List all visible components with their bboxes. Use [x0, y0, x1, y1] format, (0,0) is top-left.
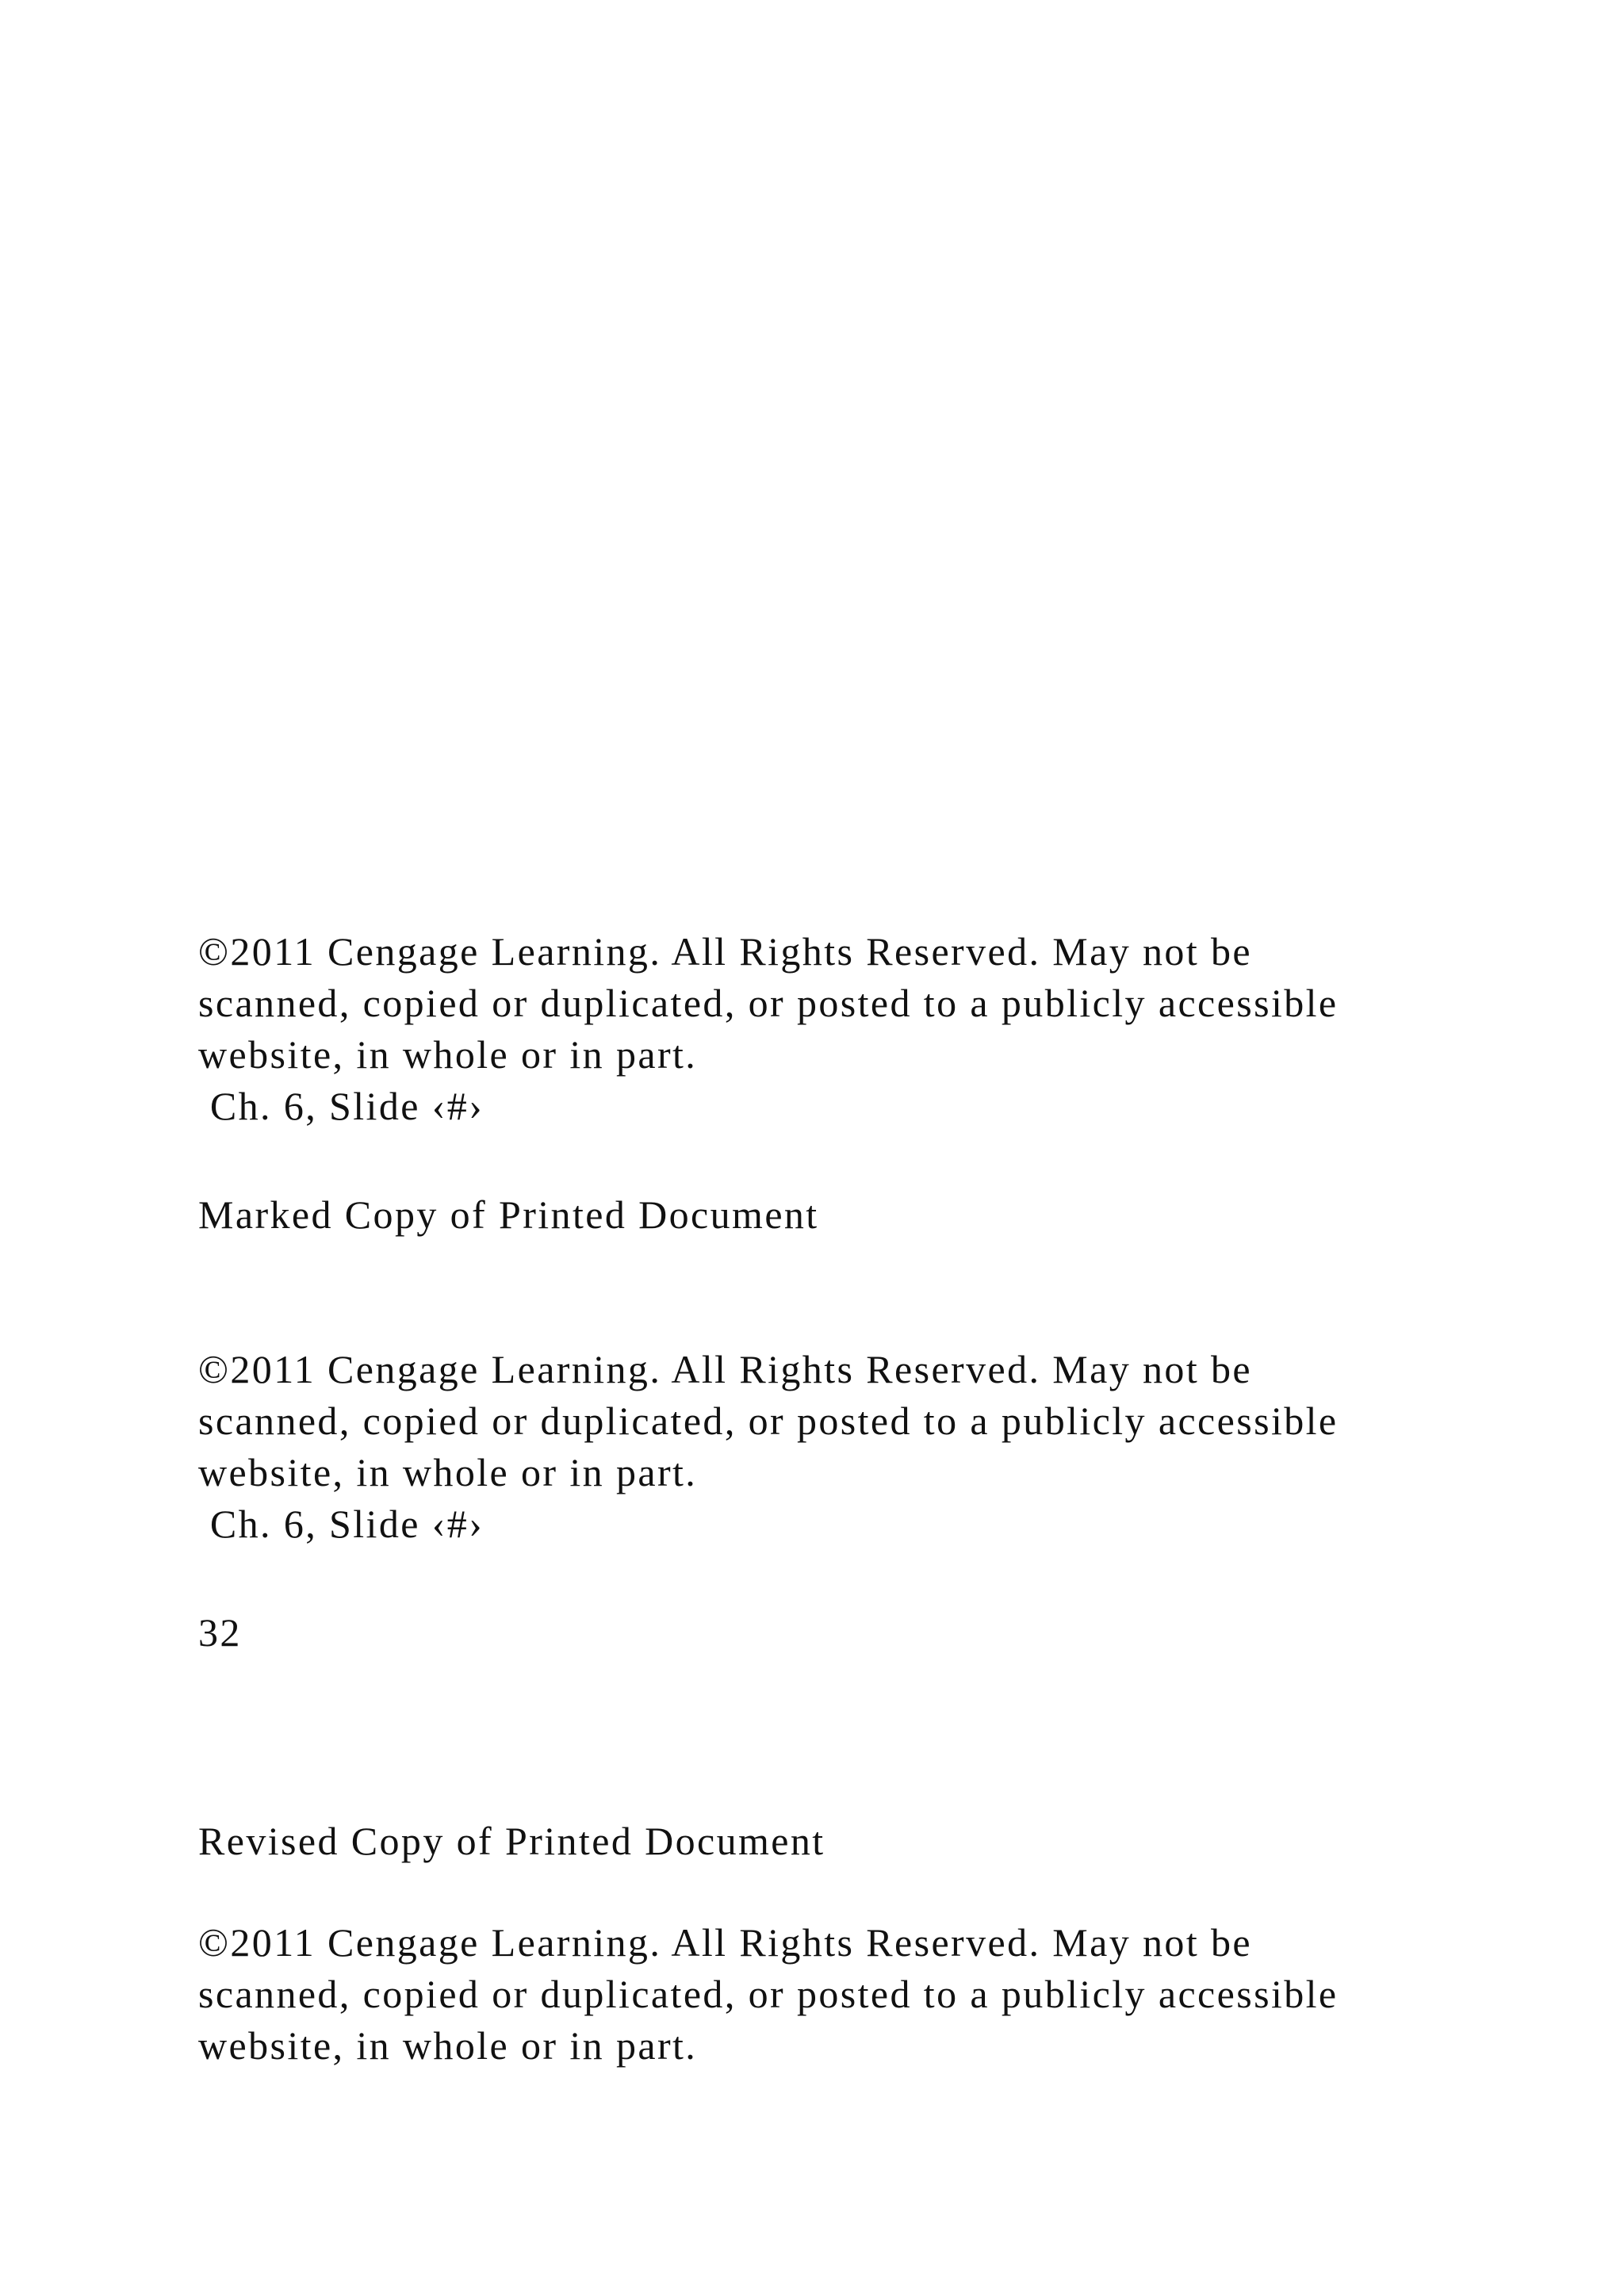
- copyright-notice-2: ©2011 Cengage Learning. All Rights Reserved. May not be scanned, copied or duplicated, or posted to a publicly accessible website, in whole or in part.: [198, 1347, 1339, 1494]
- heading-marked-copy: Marked Copy of Printed Document: [198, 1192, 819, 1237]
- page-number: 32: [198, 1610, 242, 1655]
- copyright-notice-3: ©2011 Cengage Learning. All Rights Reserved. May not be scanned, copied or duplicated, or posted to a publicly accessible website, in whole or in part.: [198, 1920, 1339, 2068]
- copyright-notice-1: ©2011 Cengage Learning. All Rights Reserved. May not be scanned, copied or duplicated, or posted to a publicly accessible website, in whole or in part.: [198, 929, 1339, 1077]
- slide-reference-1: Ch. 6, Slide ‹#›: [198, 1084, 485, 1128]
- heading-revised-copy: Revised Copy of Printed Document: [198, 1819, 825, 1863]
- slide-reference-2: Ch. 6, Slide ‹#›: [198, 1502, 485, 1546]
